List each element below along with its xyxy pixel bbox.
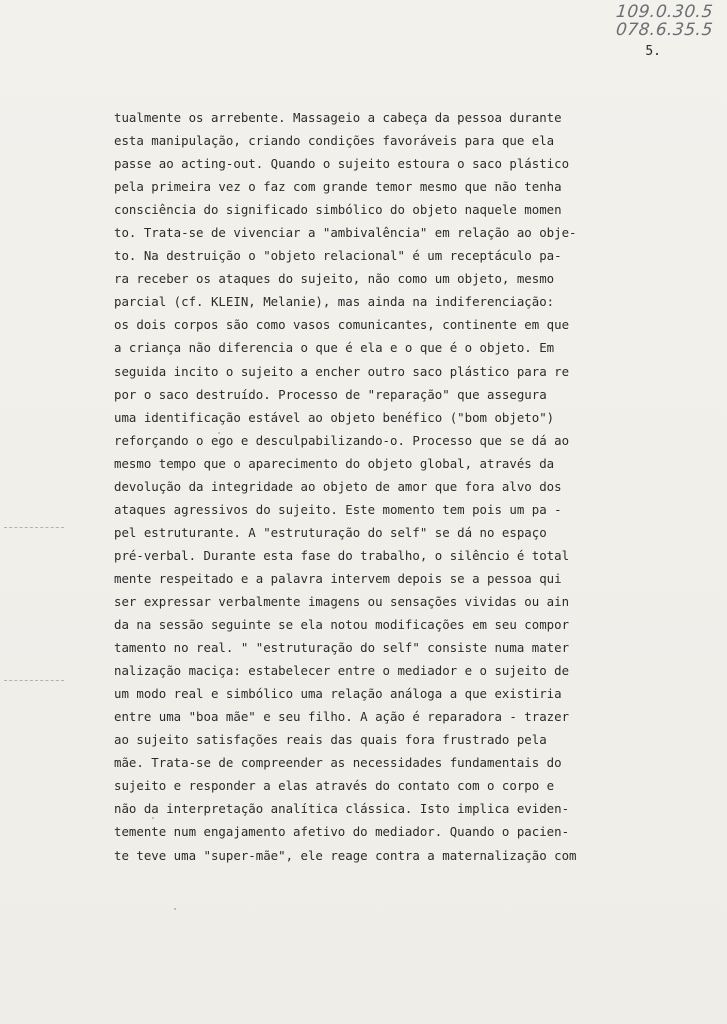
text-line: devolução da integridade ao objeto de amor que fora alvo dos [114,478,562,494]
text-line: passe ao acting-out. Quando o sujeito estoura o saco plástico [114,156,570,172]
text-line: temente num engajamento afetivo do mediador. Quando o pacien- [114,824,570,840]
text-line: nalização maciça: estabelecer entre o mediador e o sujeito de [114,663,570,679]
text-line: pel estruturante. A "estruturação do self" se dá no espaço [114,524,547,540]
text-line: pré-verbal. Durante esta fase do trabalho, o silêncio é total [114,547,570,563]
text-line: to. Na destruição o "objeto relacional" é um receptáculo pa- [114,248,562,264]
text-line: seguida incito o sujeito a encher outro saco plástico para re [114,363,570,379]
text-line: te teve uma "super-mãe", ele reage contra a maternalização com [114,847,577,863]
text-line: esta manipulação, criando condições favoráveis para que ela [114,133,555,149]
text-line: ao sujeito satisfações reais das quais fora frustrado pela [114,732,547,748]
text-line: sujeito e responder a elas através do contato com o corpo e [114,778,555,794]
text-line: ser expressar verbalmente imagens ou sensações vividas ou ain [114,593,570,609]
text-line: pela primeira vez o faz com grande temor mesmo que não tenha [114,179,562,195]
text-line: ataques agressivos do sujeito. Este momento tem pois um pa - [114,501,562,517]
text-line: reforçando o ego e desculpabilizando-o. Processo que se dá ao [114,432,570,448]
text-line: tualmente os arrebente. Massageio a cabeça da pessoa durante [114,110,562,125]
paper-speck [174,908,176,910]
text-line: consciência do significado simbólico do objeto naquele momen [114,202,562,218]
text-line: to. Trata-se de vivenciar a "ambivalência" em relação ao obje- [114,225,577,241]
text-line: uma identificação estável ao objeto benéfico ("bom objeto") [114,409,555,425]
text-line: mesmo tempo que o aparecimento do objeto global, através da [114,455,555,471]
margin-mark [4,680,64,681]
margin-mark [4,527,64,528]
archive-number-handwritten-secondary: 078.6.35.5 [615,20,715,40]
text-line: não da interpretação analítica clássica. Isto implica eviden- [114,801,570,817]
text-line: mente respeitado e a palavra intervem depois se a pessoa qui [114,570,562,586]
body-text [114,106,674,867]
text-line: ra receber os ataques do sujeito, não como um objeto, mesmo [114,271,555,287]
text-line: a criança não diferencia o que é ela e o que é o objeto. Em [114,340,555,356]
text-line: tamento no real. " "estruturação do self" consiste numa mater [114,640,570,656]
text-line: entre uma "boa mãe" e seu filho. A ação é reparadora - trazer [114,709,570,725]
text-line: parcial (cf. KLEIN, Melanie), mas ainda na indiferenciação: [114,294,555,310]
text-line: os dois corpos são como vasos comunicantes, continente em que [114,317,570,333]
archive-number-handwritten: 109.0.30.5 [615,2,715,22]
text-line: mãe. Trata-se de compreender as necessidades fundamentais do [114,755,562,771]
page-number: 5. [645,44,661,59]
text-line: um modo real e simbólico uma relação análoga a que existiria [114,686,562,702]
text-line: da na sessão seguinte se ela notou modificações em seu compor [114,617,570,633]
text-line: por o saco destruído. Processo de "reparação" que assegura [114,386,547,402]
